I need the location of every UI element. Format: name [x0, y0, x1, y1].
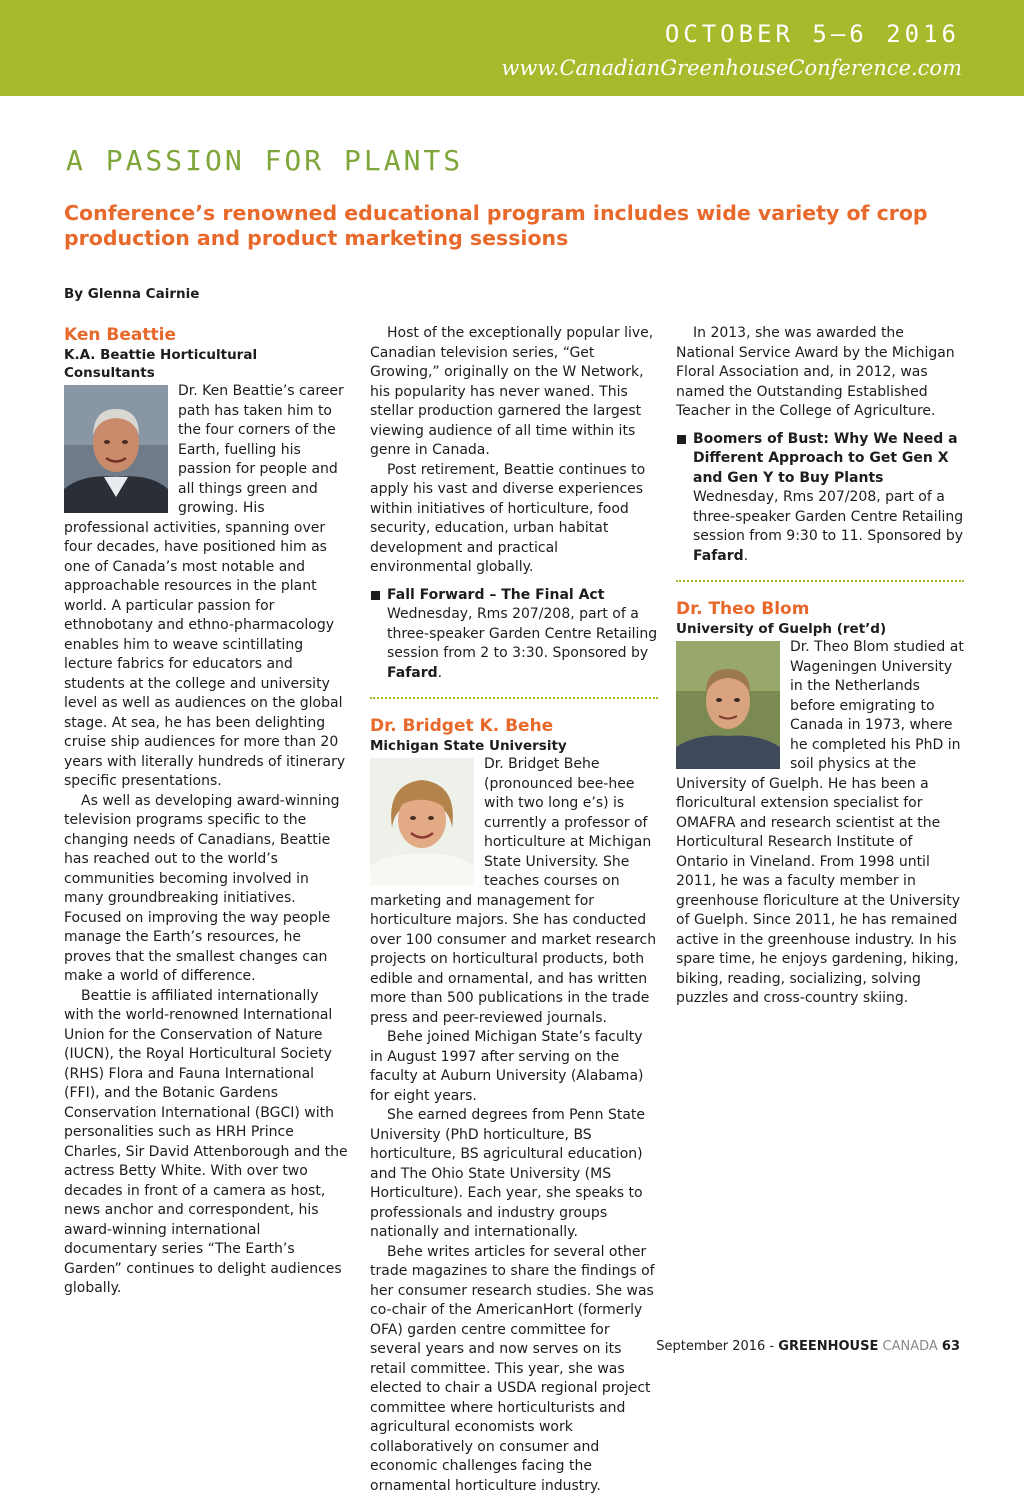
sponsor-name: Fafard: [387, 665, 438, 681]
sponsor-prefix: Sponsored by: [553, 645, 649, 661]
speaker-photo-blom: [676, 641, 780, 769]
speaker-name: Ken Beattie: [64, 324, 352, 346]
section-kicker: A PASSION FOR PLANTS: [66, 144, 463, 177]
speaker-affiliation: Michigan State University: [370, 737, 658, 755]
session-listing: Boomers of Bust: Why We Need a Different Approach to Get Gen X and Gen Y to Buy Plants Wednesday, Rms 207/208, part of a three-speaker Garden Centre Retailing session from 9:30 to 11. Sponsored by Fafard.: [676, 430, 964, 567]
dotted-divider: [370, 697, 658, 699]
speaker-name: Dr. Theo Blom: [676, 598, 964, 620]
column-2: [370, 324, 658, 1496]
speaker-bio: She earned degrees from Penn State University (PhD horticulture, BS horticulture, BS agricultural education) and The Ohio State University (MS Horticulture). Each year, she speaks to professionals and industry groups nationally and internationally.: [370, 1106, 658, 1243]
speaker-bio: Dr. Theo Blom studied at Wageningen University in the Netherlands before emigrating to Canada in 1973, where he completed his PhD in soil physics at the University of Guelph. He has been a floricultural extension specialist for OMAFRA and research scientist at the Horticultural Research Institute of Ontario in Vineland. From 1998 until 2011, he was a faculty member in greenhouse floriculture at the University of Guelph. Since 2011, he has remained active in the greenhouse industry. In his spare time, he enjoys gardening, hiking, biking, reading, socializing, solving puzzles and cross-country skiing.: [676, 638, 964, 1009]
session-details: Wednesday, Rms 207/208, part of a three-speaker Garden Centre Retailing session from 9:30 to 11.: [693, 489, 963, 544]
speaker-bio: Dr. Ken Beattie’s career path has taken him to the four corners of the Earth, fuelling his passion for people and all things green and growing. His professional activities, spanning over four decades, have positioned him as one of Canada’s most notable and approachable resources in the plant world. A particular passion for ethnobotany and ethno-pharmacology enables him to weave scintillating lecture fabrics for educators and students at the college and university level as well as audiences on the global stage. At sea, he has been delighting cruise ship audiences for more than 20 years with literally hundreds of itinerary specific presentations.: [64, 382, 352, 792]
speaker-photo-behe: [370, 758, 474, 886]
session-title: Fall Forward – The Final Act: [387, 586, 658, 606]
page-number: 63: [942, 1339, 960, 1354]
page-footer: [656, 1339, 960, 1354]
column-3: [676, 324, 964, 1009]
speaker-name: Dr. Bridget K. Behe: [370, 715, 658, 737]
article-headline: Conference’s renowned educational program includes wide variety of crop production and product marketing sessions: [64, 201, 944, 251]
conference-url[interactable]: www.CanadianGreenhouseConference.com: [501, 56, 962, 80]
magazine-brand-suffix: CANADA: [883, 1339, 938, 1354]
column-1: [64, 324, 352, 1299]
speaker-affiliation: K.A. Beattie Horticultural Consultants: [64, 346, 352, 382]
byline: By Glenna Cairnie: [64, 286, 199, 302]
dotted-divider: [676, 580, 964, 582]
speaker-bio: As well as developing award-winning television programs specific to the changing needs of Canadians, Beattie has reached out to the world’s communities becoming involved in many groundbreaking initiatives. Focused on improving the way people manage the Earth’s resources, he proves that the smallest changes can make a world of difference.: [64, 792, 352, 987]
session-details: Wednesday, Rms 207/208, part of a three-speaker Garden Centre Retailing session from 2 to 3:30.: [387, 606, 657, 661]
speaker-bio: Behe joined Michigan State’s faculty in August 1997 after serving on the faculty at Auburn University (Alabama) for eight years.: [370, 1028, 658, 1106]
speaker-bio: Dr. Bridget Behe (pronounced bee-hee with two long e’s) is currently a professor of horticulture at Michigan State University. She teaches courses on marketing and management for horticulture majors. She has conducted over 100 consumer and market research projects on horticultural products, both edible and ornamental, and has written more than 500 publications in the trade press and peer-reviewed journals.: [370, 755, 658, 1028]
speaker-photo-beattie: [64, 385, 168, 513]
square-bullet-icon: [371, 591, 380, 600]
sponsor-prefix: Sponsored by: [867, 528, 963, 544]
sponsor-name: Fafard: [693, 548, 744, 564]
speaker-bio: Post retirement, Beattie continues to apply his vast and diverse experiences within initiatives of horticulture, food security, education, urban habitat development and practical environmental globally.: [370, 461, 658, 578]
conference-date: OCTOBER 5–6 2016: [665, 20, 960, 48]
speaker-bio: Behe writes articles for several other trade magazines to share the findings of her consumer research studies. She was co-chair of the AmericanHort (formerly OFA) garden centre committee for several years and now serves on its retail committee. This year, she was elected to chair a USDA regional project committee where horticulturists and agricultural economists work collaboratively on consumer and economic challenges facing the ornamental horticulture industry.: [370, 1243, 658, 1496]
speaker-affiliation: University of Guelph (ret’d): [676, 620, 964, 638]
speaker-bio: In 2013, she was awarded the National Service Award by the Michigan Floral Association and, in 2012, was named the Outstanding Established Teacher in the College of Agriculture.: [676, 324, 964, 422]
issue-date: September 2016 -: [656, 1339, 774, 1354]
square-bullet-icon: [677, 435, 686, 444]
speaker-bio: Host of the exceptionally popular live, Canadian television series, “Get Growing,” originally on the W Network, his popularity has never waned. This stellar production garnered the largest viewing audience of all time within its genre in Canada.: [370, 324, 658, 461]
session-listing: Fall Forward – The Final Act Wednesday, Rms 207/208, part of a three-speaker Garden Centre Retailing session from 2 to 3:30. Sponsored by Fafard.: [370, 586, 658, 684]
speaker-bio: Beattie is affiliated internationally with the world-renowned International Union for the Conservation of Nature (IUCN), the Royal Horticultural Society (RHS) Flora and Fauna International (FFI), and the Botanic Gardens Conservation International (BGCI) with personalities such as HRH Prince Charles, Sir David Attenborough and the actress Betty White. With over two decades in front of a camera as host, news anchor and correspondent, his award-winning international documentary series “The Earth’s Garden” continues to delight audiences globally.: [64, 987, 352, 1299]
header-banner: [0, 0, 1024, 96]
magazine-brand: GREENHOUSE: [778, 1339, 878, 1354]
session-title: Boomers of Bust: Why We Need a Different Approach to Get Gen X and Gen Y to Buy Plants: [693, 430, 964, 489]
